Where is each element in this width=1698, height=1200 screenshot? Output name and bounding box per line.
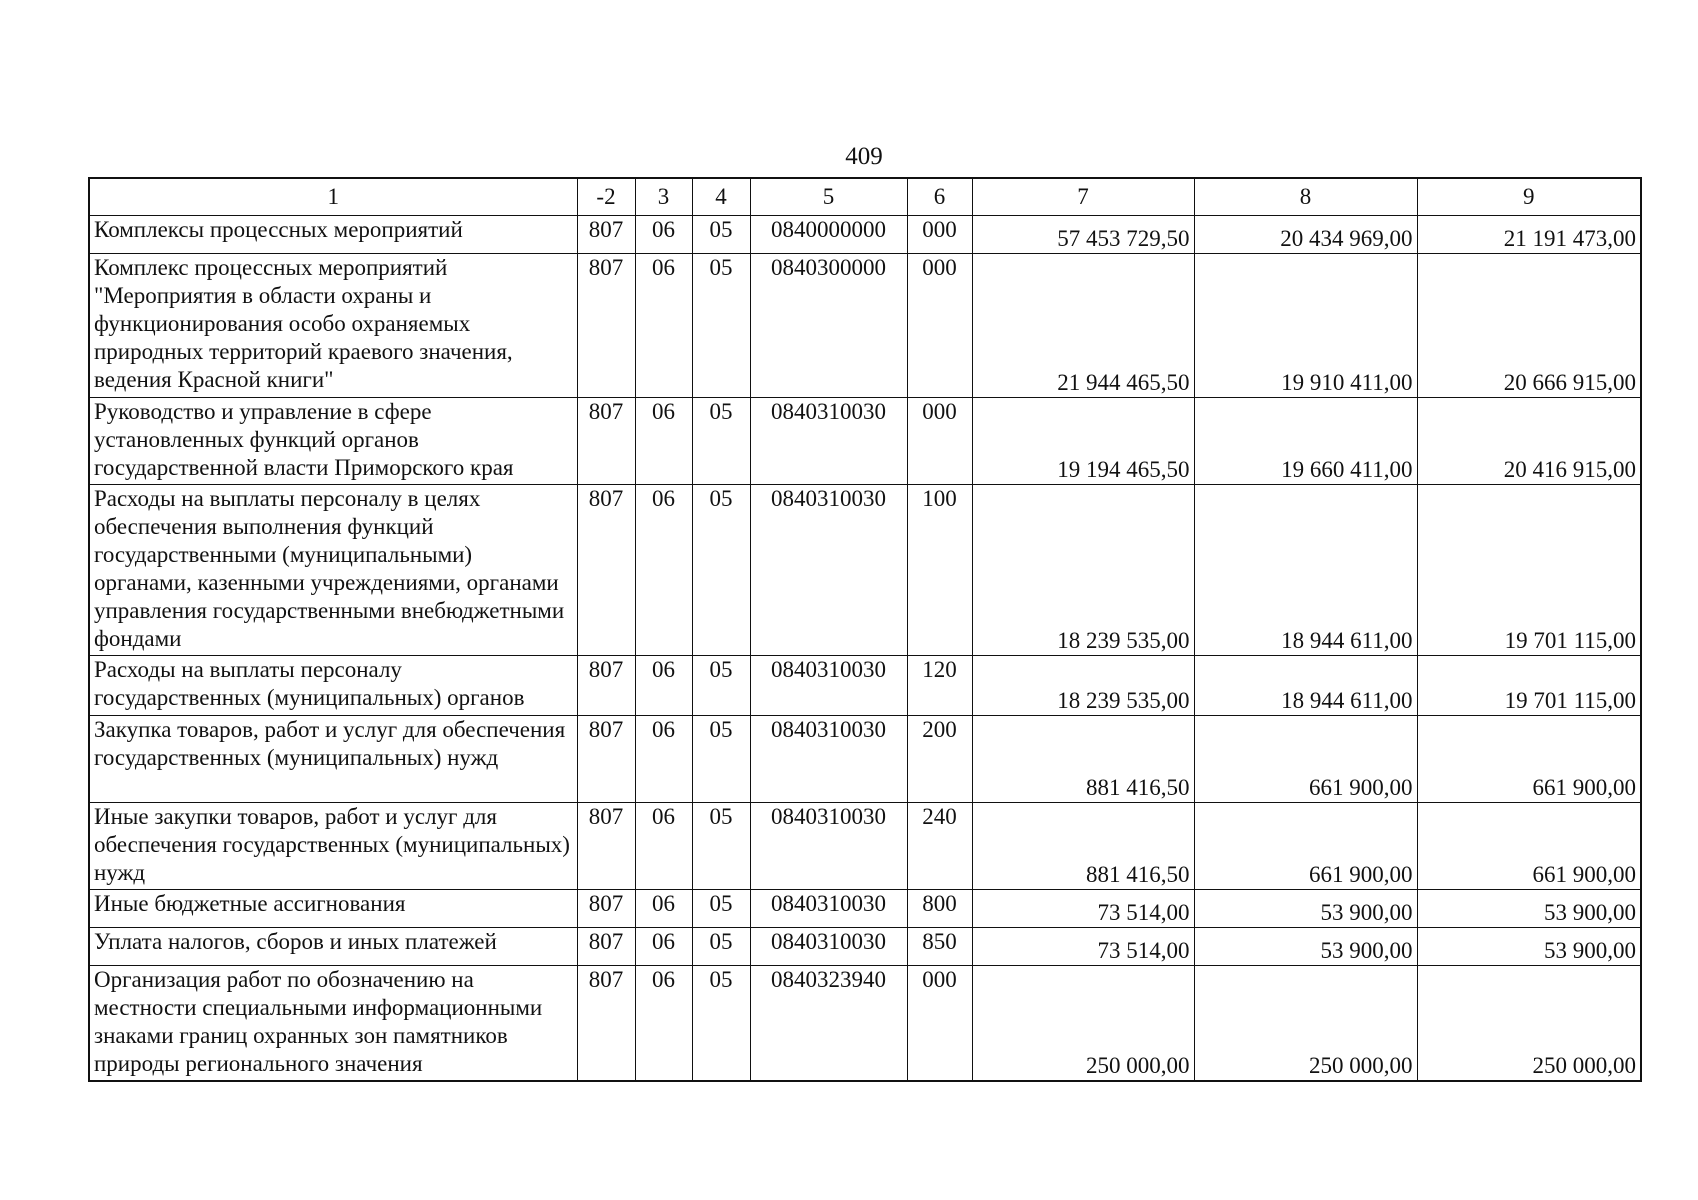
subsection-code-cell: 05 — [692, 216, 750, 254]
target-item-code-cell: 0840323940 — [750, 966, 907, 1081]
amount-col9-cell: 661 900,00 — [1417, 716, 1641, 803]
amount-col7-cell: 73 514,00 — [972, 890, 1194, 928]
section-code-cell: 06 — [635, 656, 692, 716]
target-item-code-cell: 0840000000 — [750, 216, 907, 254]
ved-code-cell: 807 — [577, 716, 635, 803]
ved-code-cell: 807 — [577, 485, 635, 656]
amount-col9-cell: 19 701 115,00 — [1417, 656, 1641, 716]
table-row — [89, 398, 1641, 485]
table-row — [89, 966, 1641, 1081]
row-name-cell: Расходы на выплаты персоналу в целях обеспечения выполнения функций государственными (муниципальными) органами, казенными учреждениями, органами управления государственными внебюджетными фондами — [89, 485, 577, 656]
amount-col8-cell: 18 944 611,00 — [1194, 656, 1417, 716]
subsection-code-cell: 05 — [692, 485, 750, 656]
subsection-code-cell: 05 — [692, 966, 750, 1081]
subsection-code-cell: 05 — [692, 716, 750, 803]
amount-col9-cell: 53 900,00 — [1417, 890, 1641, 928]
row-name-cell: Иные бюджетные ассигнования — [89, 890, 577, 928]
table-row — [89, 254, 1641, 398]
target-item-code-cell: 0840310030 — [750, 928, 907, 966]
expense-type-code-cell: 000 — [907, 254, 972, 398]
table-row — [89, 803, 1641, 890]
amount-col9-cell: 53 900,00 — [1417, 928, 1641, 966]
expense-type-code-cell: 000 — [907, 966, 972, 1081]
ved-code-cell: 807 — [577, 216, 635, 254]
row-name-cell: Организация работ по обозначению на местности специальными информационными знаками границ охранных зон памятников природы регионального значения — [89, 966, 577, 1081]
subsection-code-cell: 05 — [692, 398, 750, 485]
amount-col8-cell: 20 434 969,00 — [1194, 216, 1417, 254]
column-header: -2 — [577, 178, 635, 216]
expense-type-code-cell: 800 — [907, 890, 972, 928]
column-header: 5 — [750, 178, 907, 216]
amount-col7-cell: 250 000,00 — [972, 966, 1194, 1081]
amount-col8-cell: 18 944 611,00 — [1194, 485, 1417, 656]
amount-col8-cell: 19 910 411,00 — [1194, 254, 1417, 398]
amount-col7-cell: 18 239 535,00 — [972, 656, 1194, 716]
amount-col8-cell: 250 000,00 — [1194, 966, 1417, 1081]
expense-type-code-cell: 850 — [907, 928, 972, 966]
row-name-cell: Расходы на выплаты персоналу государственных (муниципальных) органов — [89, 656, 577, 716]
section-code-cell: 06 — [635, 803, 692, 890]
table-row — [89, 656, 1641, 716]
section-code-cell: 06 — [635, 966, 692, 1081]
subsection-code-cell: 05 — [692, 656, 750, 716]
row-name-cell: Уплата налогов, сборов и иных платежей — [89, 928, 577, 966]
ved-code-cell: 807 — [577, 398, 635, 485]
subsection-code-cell: 05 — [692, 928, 750, 966]
amount-col9-cell: 661 900,00 — [1417, 803, 1641, 890]
subsection-code-cell: 05 — [692, 254, 750, 398]
row-name-cell: Комплексы процессных мероприятий — [89, 216, 577, 254]
amount-col8-cell: 661 900,00 — [1194, 716, 1417, 803]
target-item-code-cell: 0840310030 — [750, 485, 907, 656]
amount-col8-cell: 19 660 411,00 — [1194, 398, 1417, 485]
target-item-code-cell: 0840310030 — [750, 656, 907, 716]
amount-col7-cell: 881 416,50 — [972, 716, 1194, 803]
budget-table — [88, 177, 1642, 1082]
section-code-cell: 06 — [635, 928, 692, 966]
ved-code-cell: 807 — [577, 803, 635, 890]
expense-type-code-cell: 120 — [907, 656, 972, 716]
expense-type-code-cell: 000 — [907, 216, 972, 254]
expense-type-code-cell: 100 — [907, 485, 972, 656]
expense-type-code-cell: 000 — [907, 398, 972, 485]
row-name-cell: Иные закупки товаров, работ и услуг для обеспечения государственных (муниципальных) нужд — [89, 803, 577, 890]
target-item-code-cell: 0840310030 — [750, 716, 907, 803]
row-name-cell: Комплекс процессных мероприятий "Мероприятия в области охраны и функционирования особо охраняемых природных территорий краевого значения, ведения Красной книги" — [89, 254, 577, 398]
table-row — [89, 890, 1641, 928]
ved-code-cell: 807 — [577, 254, 635, 398]
amount-col8-cell: 53 900,00 — [1194, 928, 1417, 966]
section-code-cell: 06 — [635, 398, 692, 485]
table-row — [89, 485, 1641, 656]
column-header: 8 — [1194, 178, 1417, 216]
subsection-code-cell: 05 — [692, 890, 750, 928]
ved-code-cell: 807 — [577, 890, 635, 928]
row-name-cell: Руководство и управление в сфере установленных функций органов государственной власти Приморского края — [89, 398, 577, 485]
table-row — [89, 216, 1641, 254]
section-code-cell: 06 — [635, 485, 692, 656]
amount-col7-cell: 73 514,00 — [972, 928, 1194, 966]
amount-col9-cell: 250 000,00 — [1417, 966, 1641, 1081]
column-header: 9 — [1417, 178, 1641, 216]
amount-col7-cell: 57 453 729,50 — [972, 216, 1194, 254]
section-code-cell: 06 — [635, 254, 692, 398]
target-item-code-cell: 0840310030 — [750, 398, 907, 485]
amount-col9-cell: 20 666 915,00 — [1417, 254, 1641, 398]
expense-type-code-cell: 200 — [907, 716, 972, 803]
column-header: 3 — [635, 178, 692, 216]
target-item-code-cell: 0840310030 — [750, 803, 907, 890]
expense-type-code-cell: 240 — [907, 803, 972, 890]
amount-col8-cell: 53 900,00 — [1194, 890, 1417, 928]
amount-col8-cell: 661 900,00 — [1194, 803, 1417, 890]
column-header: 7 — [972, 178, 1194, 216]
section-code-cell: 06 — [635, 890, 692, 928]
amount-col9-cell: 20 416 915,00 — [1417, 398, 1641, 485]
table-row — [89, 928, 1641, 966]
ved-code-cell: 807 — [577, 928, 635, 966]
amount-col9-cell: 19 701 115,00 — [1417, 485, 1641, 656]
amount-col7-cell: 21 944 465,50 — [972, 254, 1194, 398]
target-item-code-cell: 0840310030 — [750, 890, 907, 928]
row-name-cell: Закупка товаров, работ и услуг для обеспечения государственных (муниципальных) нужд — [89, 716, 577, 803]
column-header: 1 — [89, 178, 577, 216]
section-code-cell: 06 — [635, 716, 692, 803]
column-number-row — [89, 178, 1641, 216]
amount-col9-cell: 21 191 473,00 — [1417, 216, 1641, 254]
table-row — [89, 716, 1641, 803]
ved-code-cell: 807 — [577, 656, 635, 716]
section-code-cell: 06 — [635, 216, 692, 254]
amount-col7-cell: 18 239 535,00 — [972, 485, 1194, 656]
column-header: 4 — [692, 178, 750, 216]
target-item-code-cell: 0840300000 — [750, 254, 907, 398]
amount-col7-cell: 19 194 465,50 — [972, 398, 1194, 485]
column-header: 6 — [907, 178, 972, 216]
ved-code-cell: 807 — [577, 966, 635, 1081]
page-number: 409 — [845, 143, 883, 170]
subsection-code-cell: 05 — [692, 803, 750, 890]
amount-col7-cell: 881 416,50 — [972, 803, 1194, 890]
